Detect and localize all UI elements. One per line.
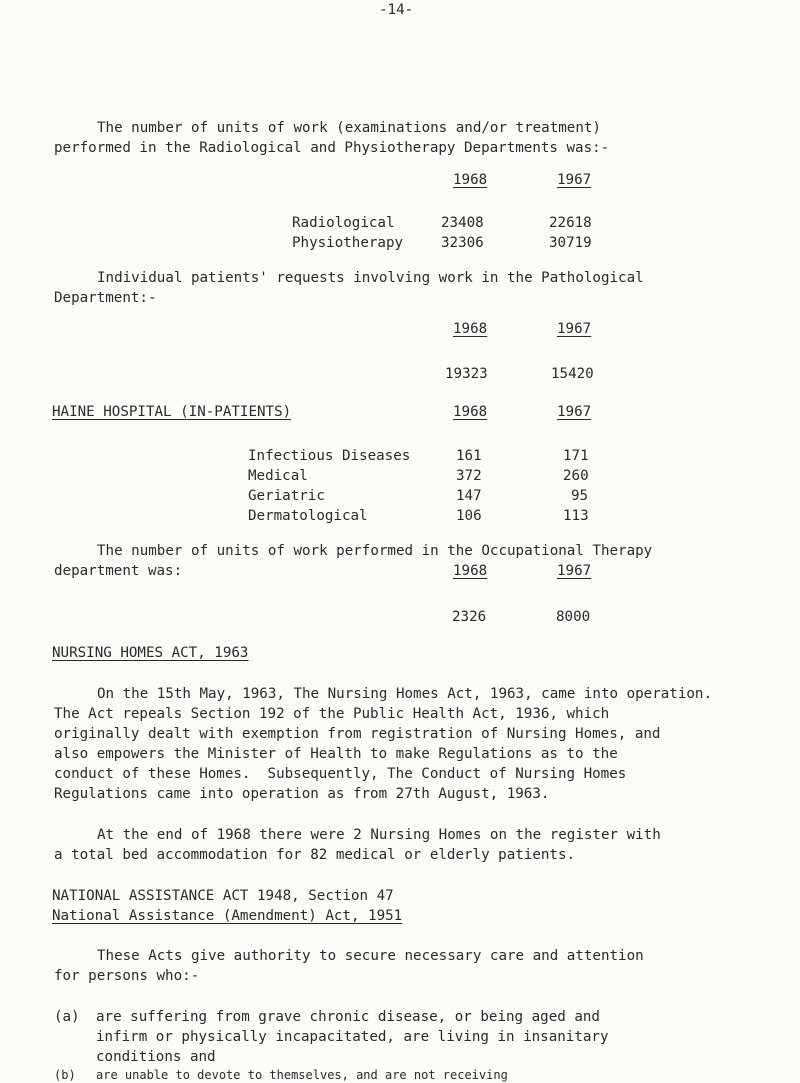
hospital-row-label: Dermatological [248, 508, 368, 524]
physiotherapy-row-value-b: 30719 [549, 235, 592, 251]
hospital-heading: HAINE HOSPITAL (IN-PATIENTS) [52, 404, 292, 420]
nursing-para1-line: Regulations came into operation as from 27th August, 1963. [54, 786, 550, 802]
hospital-row-value-a: 161 [456, 448, 482, 464]
nursing-para2-line: At the end of 1968 there were 2 Nursing Homes on the register with [97, 827, 661, 843]
radiology-intro-line1: The number of units of work (examinations and/or treatment) [97, 120, 601, 136]
occupational-value-b: 8000 [556, 609, 591, 625]
hospital-row-value-a: 372 [456, 468, 482, 484]
pathology-value-a: 19323 [445, 366, 488, 382]
hospital-row-value-b: 113 [563, 508, 589, 524]
hospital-year-a: 1968 [453, 404, 488, 420]
item-a-line: infirm or physically incapacitated, are living in insanitary [96, 1029, 609, 1045]
hospital-row-label: Medical [248, 468, 308, 484]
nursing-para1-line: conduct of these Homes. Subsequently, The Conduct of Nursing Homes [54, 766, 627, 782]
item-a-marker: (a) [54, 1009, 80, 1025]
radiology-intro-line2: performed in the Radiological and Physiotherapy Departments was:- [54, 140, 610, 156]
national-intro1: These Acts give authority to secure necessary care and attention [97, 948, 644, 964]
radiology-year-b: 1967 [557, 172, 592, 188]
page-number: -14- [379, 2, 414, 18]
radiology-row-value-b: 22618 [549, 215, 592, 231]
radiology-row-label: Radiological [292, 215, 395, 231]
nursing-para1-line: The Act repeals Section 192 of the Public Health Act, 1936, which [54, 706, 610, 722]
nursing-para2-line: a total bed accommodation for 82 medical or elderly patients. [54, 847, 576, 863]
radiology-row-value-a: 23408 [441, 215, 484, 231]
national-heading1: NATIONAL ASSISTANCE ACT 1948, Section 47 [52, 888, 394, 904]
nursing-para1-line: originally dealt with exemption from registration of Nursing Homes, and [54, 726, 661, 742]
radiology-year-a: 1968 [453, 172, 488, 188]
hospital-row-value-b: 95 [571, 488, 589, 504]
nursing-para1-line: On the 15th May, 1963, The Nursing Homes Act, 1963, came into operation. [97, 686, 712, 702]
hospital-row-value-b: 260 [563, 468, 589, 484]
hospital-row-label: Geriatric [248, 488, 325, 504]
occupational-line2: department was: [54, 563, 183, 579]
national-heading2: National Assistance (Amendment) Act, 1951 [52, 908, 403, 924]
occupational-year-b: 1967 [557, 563, 592, 579]
occupational-year-a: 1968 [453, 563, 488, 579]
nursing-para1-line: also empowers the Minister of Health to make Regulations as to the [54, 746, 618, 762]
item-b-marker: (b) [54, 1068, 76, 1082]
physiotherapy-row-value-a: 32306 [441, 235, 484, 251]
pathology-line1: Individual patients' requests involving work in the Pathological [97, 270, 644, 286]
pathology-year-a: 1968 [453, 321, 488, 337]
occupational-value-a: 2326 [452, 609, 487, 625]
item-b-line [96, 1066, 124, 1067]
pathology-year-b: 1967 [557, 321, 592, 337]
hospital-row-value-a: 147 [456, 488, 482, 504]
hospital-row-value-b: 171 [563, 448, 589, 464]
item-b-line: are unable to devote to themselves, and are not receiving [96, 1068, 508, 1082]
pathology-line2: Department:- [54, 290, 157, 306]
pathology-value-b: 15420 [551, 366, 594, 382]
occupational-line1: The number of units of work performed in the Occupational Therapy [97, 543, 653, 559]
item-a-line: conditions and [96, 1049, 216, 1065]
hospital-year-b: 1967 [557, 404, 592, 420]
hospital-row-label: Infectious Diseases [248, 448, 411, 464]
item-a-line: are suffering from grave chronic disease, or being aged and [96, 1009, 600, 1025]
hospital-row-value-a: 106 [456, 508, 482, 524]
physiotherapy-row-label: Physiotherapy [292, 235, 404, 251]
nursing-heading: NURSING HOMES ACT, 1963 [52, 645, 249, 661]
national-intro2: for persons who:- [54, 968, 200, 984]
